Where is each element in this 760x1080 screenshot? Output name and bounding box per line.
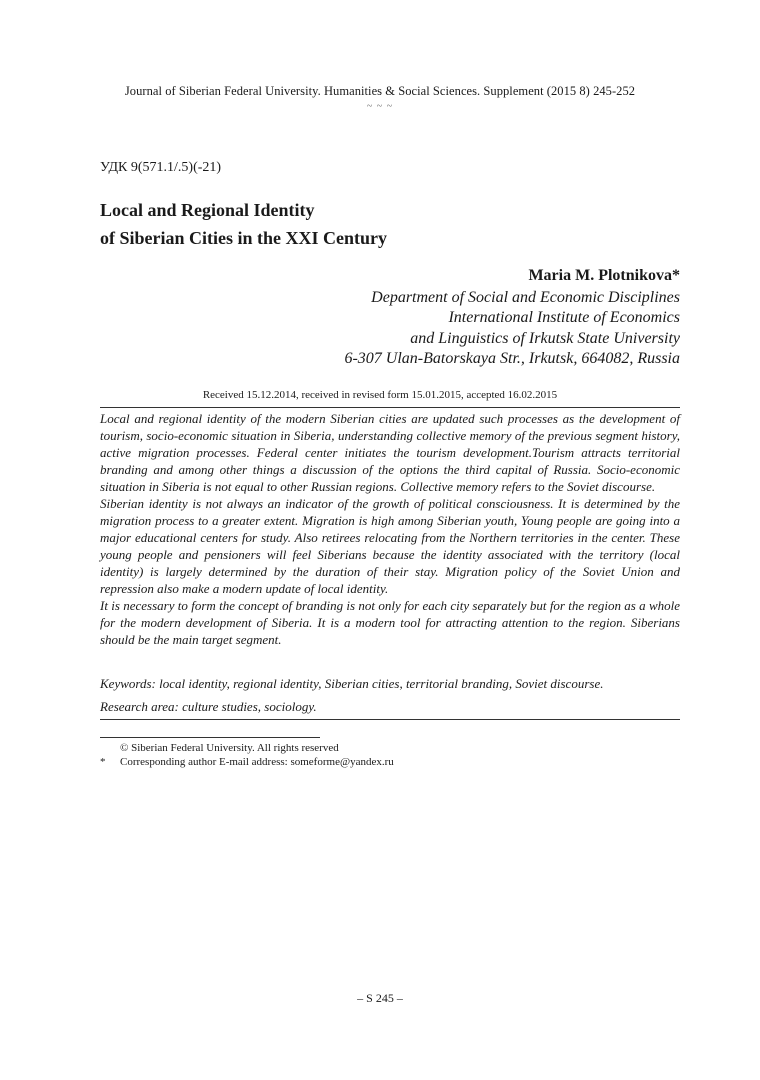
research-area: Research area: culture studies, sociology. — [100, 699, 317, 714]
author-name: Maria M. Plotnikova* — [528, 267, 680, 284]
abstract-top-rule — [100, 407, 680, 408]
keywords: Keywords: local identity, regional identity, Siberian cities, territorial branding, Soviet discourse. — [100, 676, 604, 691]
header-ornament: ~ ~ ~ — [366, 101, 394, 112]
abstract-paragraph: Siberian identity is not always an indicator of the growth of political consciousness. It is determined by the migration process to a greater extent. Migration is high among Siberian youth, Young people are going into a major educational centers for study. Also retirees relocating from the Northern territories in the center. These young people and pensioners will feel Siberians because the identity associated with the territory (local identity) is largely determined by the duration of their stay. Migration policy of the Soviet Union and repression also make a modern update of local identity. — [100, 496, 680, 596]
received-dates: Received 15.12.2014, received in revised form 15.01.2015, accepted 16.02.2015 — [202, 389, 558, 401]
abstract-paragraph: Local and regional identity of the modern Siberian cities are updated such processes as the development of tourism, socio-economic situation in Siberia, understanding collective memory of the previous segment history, active migration processes. Federal center initiates the tourism development.Tourism attracts territorial branding and among other things a discussion of the options the third capital of Russia. Socio-economic situation in Siberia is not equal to other Russian regions. Collective memory refers to the Soviet discourse. — [100, 411, 680, 494]
title-line-1: Local and Regional Identity — [100, 200, 315, 220]
affiliation-line: International Institute of Economics — [448, 309, 680, 326]
udk-code: УДК 9(571.1/.5)(-21) — [100, 160, 222, 175]
title-line-2: of Siberian Cities in the XXI Century — [100, 228, 387, 248]
footnote-copyright — [100, 741, 680, 755]
footnote-mark: * — [100, 756, 106, 768]
page-number: – S 245 – — [357, 991, 403, 1005]
footnote-rule — [100, 737, 320, 738]
footnote-text: © Siberian Federal University. All rights reserved — [120, 742, 339, 754]
affiliation-line: and Linguistics of Irkutsk State University — [410, 329, 680, 347]
affiliation-line: Department of Social and Economic Disciplines — [371, 288, 680, 306]
abstract-paragraph: It is necessary to form the concept of branding is not only for each city separately but for the region as a whole for the modern development of Siberia. It is a modern tool for attracting attention to the region. Siberians should be the main target segment. — [100, 598, 680, 647]
abstract — [100, 410, 680, 648]
footnote-corresponding-author — [100, 755, 680, 769]
article-title — [100, 196, 680, 252]
footnote-text: Corresponding author E-mail address: someforme@yandex.ru — [120, 756, 394, 768]
abstract-bottom-rule — [100, 719, 680, 720]
affiliation-line: 6-307 Ulan-Batorskaya Str., Irkutsk, 664082, Russia — [344, 350, 680, 367]
author-block — [120, 266, 680, 370]
journal-header: Journal of Siberian Federal University. Humanities & Social Sciences. Supplement (2015 8) 245-252 — [124, 84, 636, 98]
